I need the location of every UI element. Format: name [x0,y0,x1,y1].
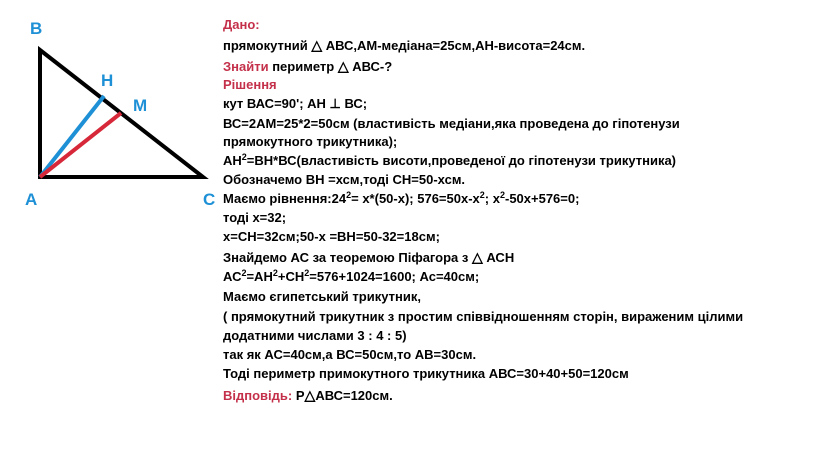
solution-line-13: додатними числами 3 : 4 : 5) [223,328,407,343]
solution-title: Рішення [223,77,277,92]
solution-line-10: $АС^2=АН^2+СН^2=576+1024=1600$; Ас=40см; [223,268,480,284]
vertex-label-m: M [133,96,148,115]
triangle-symbol: △ [304,387,316,403]
solution-line-8: х=СН=32см;50-х =ВН=50-32=18см; [223,229,440,244]
answer-line: Відповідь: Р△АВС=120см. [223,387,393,403]
solution-line-14: так як АС=40см,а ВС=50см,то АВ=30см. [223,347,477,362]
solution-line-6: Маємо $рівнення:24^2= х*(50-х)$; $576=50х-х^2$; $х^2-50х+576=0$; [223,190,580,206]
solution-line-3: прямокутного трикутника); [223,134,398,149]
solution-line-1: кут ВАС=90'; АН ⊥ ВС; [223,96,368,111]
vertex-label-a: A [25,190,38,209]
triangle-symbol: △ [471,249,483,265]
vertex-label-c: C [203,190,216,209]
solution-line-7: тоді х=32; [223,210,287,225]
given-line: прямокутний △ АВС,АМ-медіана=25см,АН-висота=24см. [223,37,586,53]
find-label: Знайти [223,59,269,74]
solution-line-11: Маємо єгипетський трикутник, [223,289,421,304]
vertex-label-h: H [101,71,114,90]
solution-line-2: ВС=2АМ=25*2=50см (властивість медіани,яка проведена до гіпотенузи [223,116,680,131]
solution-line-5: Обозначемо ВН =хсм,тоді СН=50-хсм. [223,172,466,187]
vertex-label-b: B [30,19,43,38]
triangle-symbol: △ [311,37,323,53]
given-title: Дано: [223,17,260,32]
answer-label: Відповідь: [223,388,293,403]
solution-line-4: $АН^2=ВН*ВС(властивість$ висоти,проведеної до гіпотенузи трикутника) [223,152,677,168]
solution-line-12: ( прямокутний трикутник з простим співвідношенням сторін, вираженим цілими [223,309,744,324]
solution-line-9: Знайдемо АС за теоремою Піфагора з △ АСН [223,249,515,265]
triangle-symbol: △ [337,58,349,74]
find-line: Знайти периметр △ АВС-? [223,58,393,74]
solution-line-15: Тоді периметр примокутного трикутника АВС=30+40+50=120см [223,366,629,381]
